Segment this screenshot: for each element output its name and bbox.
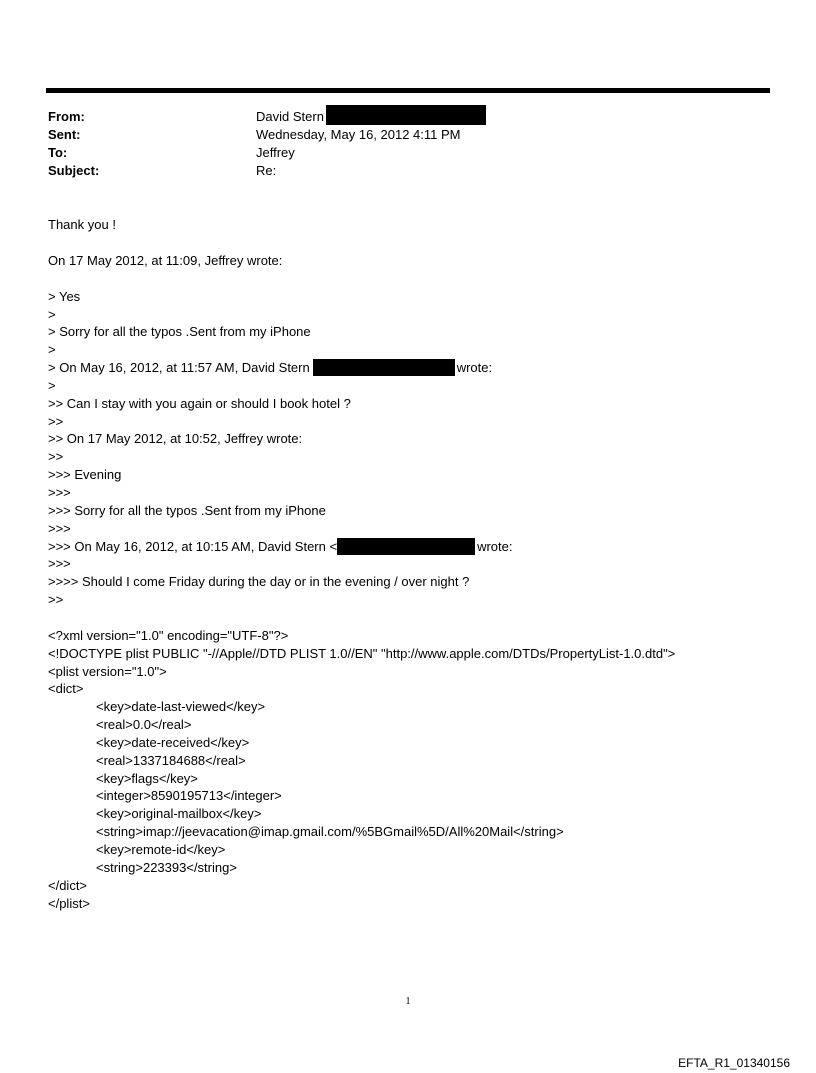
subject-value: Re: [256,163,277,178]
quoted-line: >>> Evening [48,467,122,483]
subject-label: Subject: [48,163,100,178]
plist-line: <?xml version="1.0" encoding="UTF-8"?> [48,627,289,643]
plist-entry: <key>flags</key> [96,770,198,786]
quoted-text: >>> On May 16, 2012, at 10:15 AM, David Stern < [48,538,338,554]
quoted-line: >> Can I stay with you again or should I book hotel ? [48,395,351,411]
page-number: 1 [405,996,411,1007]
quoted-text: > On May 16, 2012, at 11:57 AM, David Stern [48,360,310,376]
quoted-text: wrote: [477,538,513,554]
quoted-line: > Yes [48,288,81,304]
from-name: David Stern [256,109,324,124]
body-line: On 17 May 2012, at 11:09, Jeffrey wrote: [48,252,283,268]
from-value [256,108,486,126]
plist-entry: <integer>8590195713</integer> [96,788,282,804]
quoted-line: >>> [48,556,71,572]
plist-entry: <key>date-last-viewed</key> [96,699,266,715]
quoted-line: >>> Sorry for all the typos .Sent from my iPhone [48,502,326,518]
to-label: To: [48,145,68,160]
quoted-line: >>> [48,520,71,536]
sent-row [48,126,768,144]
quoted-line: > [48,342,56,358]
quoted-line: >>>> Should I come Friday during the day or in the evening / over night ? [48,574,470,590]
header-rule [46,88,770,93]
plist-line: <!DOCTYPE plist PUBLIC "-//Apple//DTD PLIST 1.0//EN" "http://www.apple.com/DTDs/PropertyList-1.0.dtd"> [48,645,676,661]
quoted-text: wrote: [456,360,493,376]
quoted-line: > [48,306,56,322]
email-header [48,108,768,180]
quoted-line: >> [48,592,64,608]
plist-entry: <string>imap://jeevacation@imap.gmail.com/%5BGmail%5D/All%20Mail</string> [96,824,564,840]
plist-line: </dict> [48,877,88,893]
redaction-block [313,359,455,376]
plist-entry: <real>1337184688</real> [96,752,246,768]
plist-entry: <key>original-mailbox</key> [96,806,262,822]
to-value: Jeffrey [256,145,295,160]
to-row [48,144,768,162]
quoted-line: > [48,377,56,393]
from-label: From: [48,109,85,124]
plist-entry: <real>0.0</real> [96,717,192,733]
email-body [48,216,788,912]
plist-entry: <string>223393</string> [96,859,237,875]
plist-line: </plist> [48,895,90,911]
plist-line: <plist version="1.0"> [48,663,167,679]
plist-line: <dict> [48,681,84,697]
quoted-line [48,538,788,556]
quoted-line: >> [48,413,64,429]
subject-row [48,162,768,180]
redaction-block [326,105,486,125]
quoted-line: >>> [48,484,71,500]
quoted-line: > Sorry for all the typos .Sent from my iPhone [48,324,311,340]
sent-label: Sent: [48,127,81,142]
quoted-line: >> [48,449,64,465]
from-row [48,108,768,126]
plist-entry: <key>remote-id</key> [96,842,226,857]
body-line: Thank you ! [48,217,116,232]
quoted-line: >> On 17 May 2012, at 10:52, Jeffrey wrote: [48,431,303,447]
bates-number: EFTA_R1_01340156 [678,1056,790,1070]
sent-value: Wednesday, May 16, 2012 4:11 PM [256,127,461,142]
quoted-line [48,359,788,377]
redaction-block [337,538,475,555]
plist-entry: <key>date-received</key> [96,734,250,750]
